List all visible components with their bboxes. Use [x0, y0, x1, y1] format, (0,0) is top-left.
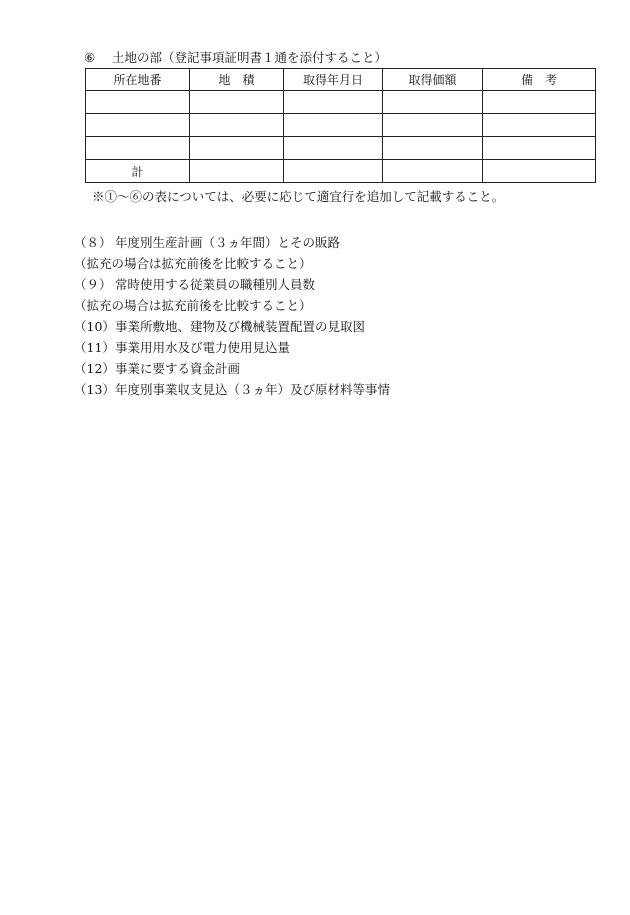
item-text: 年度別生産計画（３ヵ年間）とその販路 [115, 235, 341, 250]
table-cell [86, 137, 190, 160]
table-cell [284, 137, 383, 160]
header-location: 所在地番 [86, 69, 190, 91]
table-row [86, 91, 596, 114]
list-item [74, 379, 390, 400]
item-number: （13） [74, 382, 115, 397]
list-item [74, 274, 390, 295]
section-title-text: 土地の部（登記事項証明書１通を添付すること） [112, 50, 388, 65]
item-text: 事業用用水及び電力使用見込量 [115, 340, 291, 355]
list-item [74, 337, 390, 358]
table-header-row [86, 69, 596, 91]
total-label: 計 [86, 160, 190, 183]
table-cell [86, 91, 190, 114]
header-remarks: 備 考 [483, 69, 596, 91]
item-list [74, 232, 390, 400]
item-subnote: （拡充の場合は拡充前後を比較すること） [74, 256, 312, 271]
table-cell [190, 114, 284, 137]
table-cell [190, 160, 284, 183]
table-cell [483, 137, 596, 160]
table-cell [383, 114, 483, 137]
table-cell [86, 114, 190, 137]
section-number: ⑥ [84, 50, 96, 65]
table-cell [190, 91, 284, 114]
table-total-row [86, 160, 596, 183]
header-area: 地 積 [190, 69, 284, 91]
list-item [74, 358, 390, 379]
list-item [74, 232, 390, 253]
table-cell [284, 114, 383, 137]
table-row [86, 114, 596, 137]
list-item [74, 316, 390, 337]
table-cell [383, 160, 483, 183]
header-acquisition-price: 取得価額 [383, 69, 483, 91]
table-cell [383, 137, 483, 160]
table-cell [284, 160, 383, 183]
land-table [85, 68, 596, 183]
header-acquisition-date: 取得年月日 [284, 69, 383, 91]
table-cell [284, 91, 383, 114]
item-text: 事業所敷地、建物及び機械装置配置の見取図 [115, 319, 366, 334]
item-number: （10） [74, 319, 115, 334]
item-number: （11） [74, 340, 115, 355]
item-text: 年度別事業収支見込（３ヵ年）及び原材料等事情 [115, 382, 391, 397]
item-text: 事業に要する資金計画 [115, 361, 241, 376]
item-number: （９） [74, 277, 112, 292]
item-number: （12） [74, 361, 115, 376]
section-heading [84, 48, 387, 66]
table-cell [383, 91, 483, 114]
table-cell [190, 137, 284, 160]
table-cell [483, 160, 596, 183]
table-cell [483, 114, 596, 137]
item-text: 常時使用する従業員の職種別人員数 [115, 277, 316, 292]
table-cell [483, 91, 596, 114]
table-note: ※①～⑥の表については、必要に応じて適宜行を追加して記載すること。 [92, 189, 505, 204]
item-number: （８） [74, 235, 112, 250]
table-row [86, 137, 596, 160]
item-subnote: （拡充の場合は拡充前後を比較すること） [74, 298, 312, 313]
